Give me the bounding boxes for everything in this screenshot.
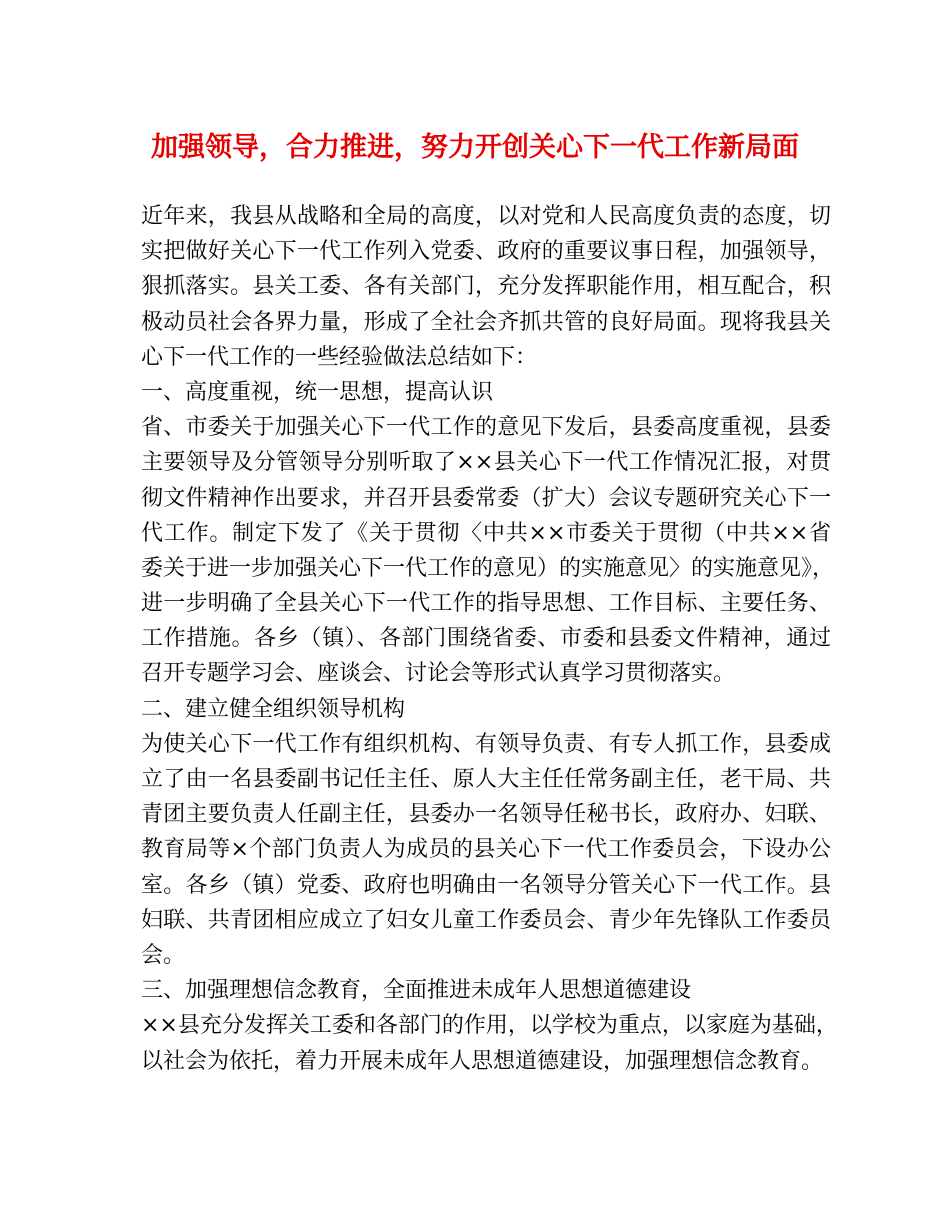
body-line: 进一步明确了全县关心下一代工作的指导思想、工作目标、主要任务、 [141,591,831,617]
body-line: 工作措施。各乡（镇）、各部门围绕省委、市委和县委文件精神，通过 [141,626,831,652]
body-line: 教育局等×个部门负责人为成员的县关心下一代工作委员会，下设办公 [141,837,831,863]
body-line: 主要领导及分管领导分别听取了××县关心下一代工作情况汇报，对贯 [141,450,831,476]
body-line: 省、市委关于加强关心下一代工作的意见下发后，县委高度重视，县委 [141,415,831,441]
body-line: 心下一代工作的一些经验做法总结如下： [141,344,538,370]
body-line: 以社会为依托，着力开展未成年人思想道德建设，加强理想信念教育。 [141,1048,824,1074]
body-line: 近年来，我县从战略和全局的高度，以对党和人民高度负责的态度，切 [141,204,831,229]
section-heading: 三、加强理想信念教育，全面推进未成年人思想道德建设 [141,978,692,1004]
body-line: 极动员社会各界力量，形成了全社会齐抓共管的良好局面。现将我县关 [141,309,831,335]
document-title: 加强领导，合力推进，努力开创关心下一代工作新局面 [151,132,799,163]
section-heading: 一、高度重视，统一思想，提高认识 [141,379,494,405]
body-line: 妇联、共青团相应成立了妇女儿童工作委员会、青少年先锋队工作委员 [141,907,831,933]
body-line: 召开专题学习会、座谈会、讨论会等形式认真学习贯彻落实。 [141,661,736,687]
body-line: 青团主要负责人任副主任，县委办一名领导任秘书长，政府办、妇联、 [141,802,831,828]
body-line: 室。各乡（镇）党委、政府也明确由一名领导分管关心下一代工作。县 [141,872,831,898]
section-heading: 二、建立健全组织领导机构 [141,696,406,722]
body-line: ××县充分发挥关工委和各部门的作用，以学校为重点，以家庭为基础， [141,1013,838,1039]
body-line: 会。 [141,942,186,968]
body-line: 狠抓落实。县关工委、各有关部门，充分发挥职能作用，相互配合，积 [141,274,831,300]
body-line: 委关于进一步加强关心下一代工作的意见）的实施意见〉的实施意见》， [141,555,835,581]
document-body [141,199,838,1079]
body-line: 实把做好关心下一代工作列入党委、政府的重要议事日程，加强领导， [141,239,831,265]
body-line: 为使关心下一代工作有组织机构、有领导负责、有专人抓工作，县委成 [141,731,831,757]
body-line: 代工作。制定下发了《关于贯彻〈中共××市委关于贯彻（中共××省 [141,520,831,546]
body-line: 立了由一名县委副书记任主任、原人大主任任常务副主任，老干局、共 [141,767,831,792]
body-line: 彻文件精神作出要求，并召开县委常委（扩大）会议专题研究关心下一 [141,485,831,511]
